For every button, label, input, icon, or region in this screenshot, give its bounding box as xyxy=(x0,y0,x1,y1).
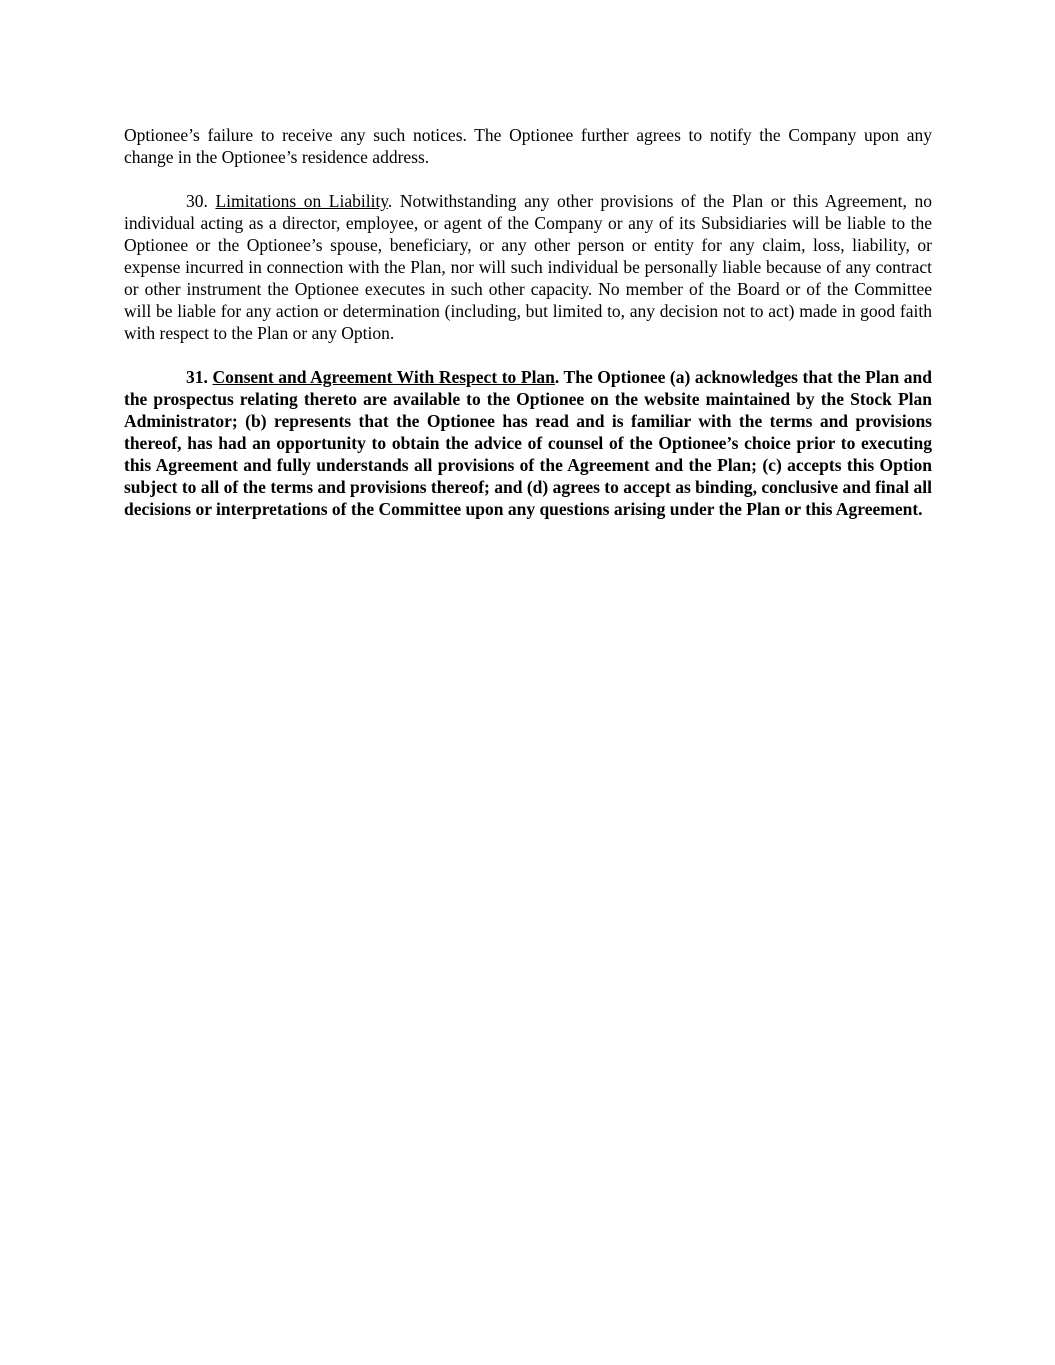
continued-paragraph xyxy=(124,124,932,168)
section-30-body: Notwithstanding any other provisions of the Plan or this Agreement, no individual acting as a director, employee, or agent of the Company or any of its Subsidiaries will be liable to the Optionee or the Optionee’s spouse, beneficiary, or any other person or entity for any claim, loss, liability, or expense incurred in connection with the Plan, nor will such individual be personally liable because of any contract or other instrument the Optionee executes in such other capacity. No member of the Board or of the Committee will be liable for any action or determination (including, but limited to, any decision not to act) made in good faith with respect to the Plan or any Option. xyxy=(124,191,932,343)
section-31-heading: Consent and Agreement With Respect to Plan xyxy=(212,367,555,387)
section-30-number: 30. xyxy=(186,191,208,211)
section-30-heading-punct: . xyxy=(387,191,393,211)
section-31-body: . The Optionee (a) acknowledges that the Plan and the prospectus relating thereto are available to the Optionee on the website maintained by the Stock Plan Administrator; (b) represents that the Optionee has read and is familiar with the terms and provisions thereof, has had an opportunity to obtain the advice of counsel of the Optionee’s choice prior to executing this Agreement and fully understands all provisions of the Agreement and the Plan; (c) accepts this Option subject to all of the terms and provisions thereof; and (d) agrees to accept as binding, conclusive and final all decisions or interpretations of the Committee upon any questions arising under the Plan or this Agreement. xyxy=(124,367,933,519)
section-30-heading: Limitations on Liability xyxy=(215,191,388,211)
continued-paragraph-text: Optionee’s failure to receive any such notices. The Optionee further agrees to notify the Company upon any change in the Optionee’s residence address. xyxy=(124,125,932,167)
section-30 xyxy=(124,190,932,344)
section-31 xyxy=(124,366,932,520)
section-31-number: 31. xyxy=(186,367,208,387)
document-page xyxy=(124,124,932,520)
